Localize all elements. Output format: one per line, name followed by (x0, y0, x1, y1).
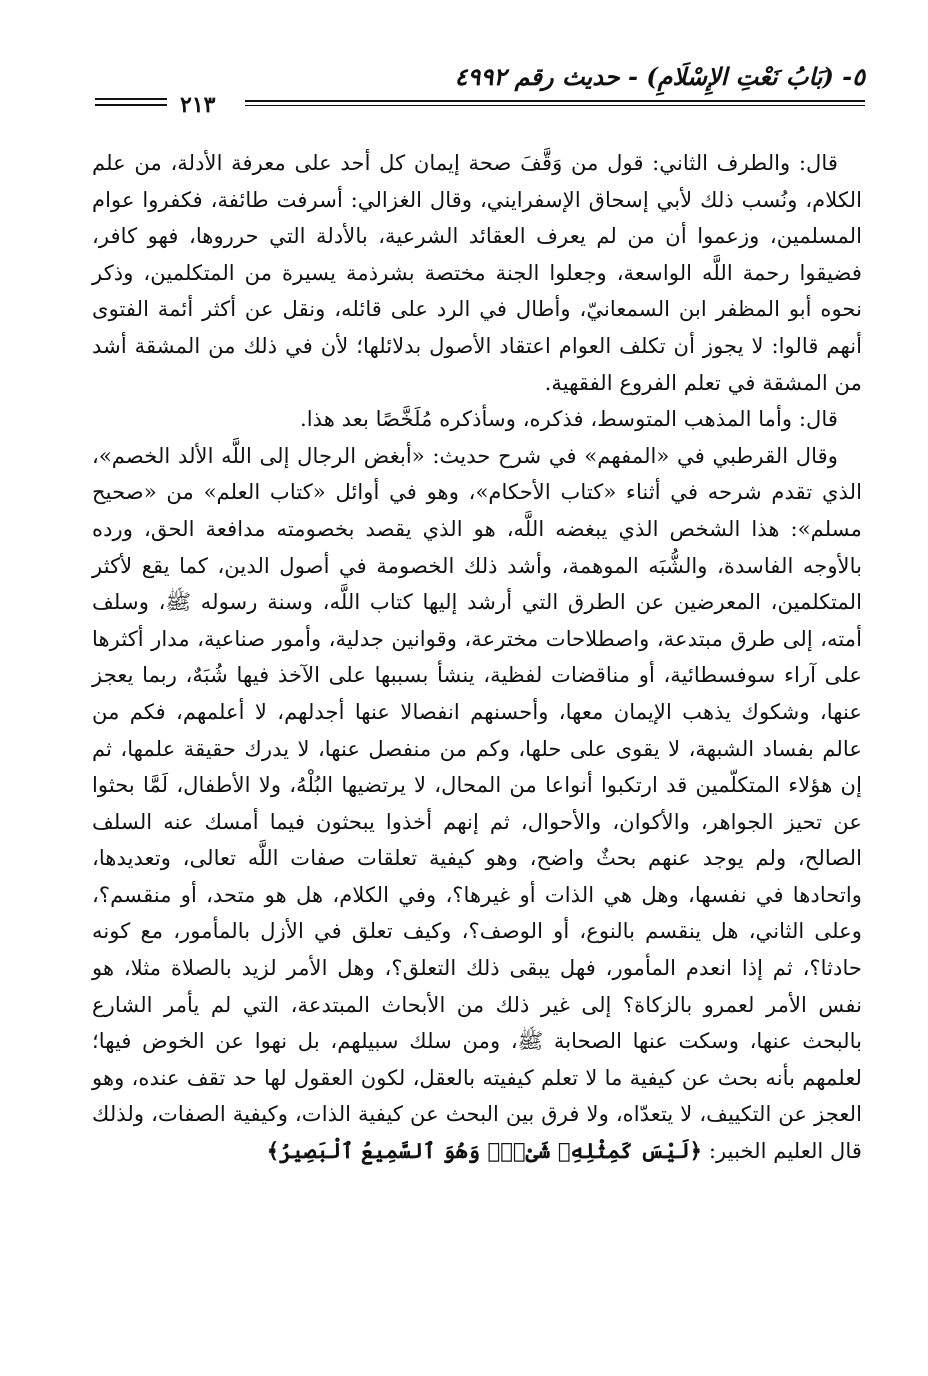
paragraph-2: قال: وأما المذهب المتوسط، فذكره، وسأذكره مُلَخَّصًا بعد هذا. (300, 406, 838, 432)
page-number: ٢١٣ (180, 92, 216, 118)
header-rule-thin (245, 105, 865, 106)
body-text (92, 145, 862, 1170)
header-rule (245, 100, 865, 102)
page-number-rule-bottom (95, 104, 167, 106)
paragraph-1: قال: والطرف الثاني: قول من وَقَّفَ صحة إيمان كل أحد على معرفة الأدلة، من علم الكلام، ونُسب ذلك لأبي إسحاق الإسفرايني، وقال الغزالي: أسرفت طائفة، فكفروا عوام المسلمين، وزعموا أن من لم يعرف العقائد الشرعية، بالأدلة التي حرروها، فهو كافر، فضيقوا رحمة اللَّه الواسعة، وجعلوا الجنة مختصة بشرذمة يسيرة من المتكلمين، وذكر نحوه أبو المظفر ابن السمعانيّ، وأطال في الرد على قائله، ونقل عن أكثر أئمة الفتوى أنهم قالوا: لا يجوز أن تكلف العوام اعتقاد الأصول بدلائلها؛ لأن في ذلك من المشقة أشد من المشقة في تعلم الفروع الفقهية. (92, 150, 862, 395)
page-number-rule-top (95, 98, 167, 100)
paragraph-3-text: وقال القرطبي في «المفهم» في شرح حديث: «أبغض الرجال إلى اللَّه الألد الخصم»، الذي تقدم شرحه في أثناء «كتاب الأحكام»، وهو في أوائل «كتاب العلم» من «صحيح مسلم»: هذا الشخص الذي يبغضه اللَّه، هو الذي يقصد بخصومته مدافعة الحق، ورده بالأوجه الفاسدة، والشُّبَه الموهمة، وأشد ذلك الخصومة في أصول الدين، كما يقع لأكثر المتكلمين، المعرضين عن الطرق التي أرشد إليها كتاب اللَّه، وسنة رسوله ﷺ، وسلف أمته، إلى طرق مبتدعة، واصطلاحات مخترعة، وقوانين جدلية، وأمور صناعية، مدار أكثرها على آراء سوفسطائية، أو مناقضات لفظية، ينشأ بسببها على الآخذ فيها شُبَهٌ، ربما يعجز عنها، وشكوك يذهب الإيمان معها، وأحسنهم انفصالا عنها أجدلهم، لا أعلمهم، فكم من عالم بفساد الشبهة، لا يقوى على حلها، وكم من منفصل عنها، لا يدرك حقيقة علمها، ثم إن هؤلاء المتكلّمين قد ارتكبوا أنواعا من المحال، لا يرتضيها البُلْهُ، ولا الأطفال، لَمَّا بحثوا عن تحيز الجواهر، والأكوان، والأحوال، ثم إنهم أخذوا يبحثون فيما أمسك عنه السلف الصالح، ولم يوجد عنهم بحثٌ واضح، وهو كيفية تعلقات صفات اللَّه تعالى، وتعديدها، واتحادها في نفسها، وهل هي الذات أو غيرها؟، وفي الكلام، هل هو متحد، أو منقسم؟، وعلى الثاني، هل ينقسم بالنوع، أو الوصف؟، وكيف تعلق في الأزل بالمأمور، مع كونه حادثا؟، ثم إذا انعدم المأمور، فهل يبقى ذلك التعلق؟، وهل الأمر لزيد بالصلاة مثلا، هو نفس الأمر لعمرو بالزكاة؟ إلى غير ذلك من الأبحاث المبتدعة، التي لم يأمر الشارع بالبحث عنها، وسكت عنها الصحابة ﷺ، ومن سلك سبيلهم، بل نهوا عن الخوض فيها؛ لعلمهم بأنه بحث عن كيفية ما لا تعلم كيفيته بالعقل، لكون العقول لها حد تقف عنده، وهو العجز عن التكييف، لا يتعدّاه، ولا فرق بين البحث عن كيفية الذات، وكيفية الصفات، ولذلك قال العليم الخبير: (92, 442, 863, 1164)
paragraph-3 (92, 438, 862, 1170)
quran-verse: ﴿لَيْسَ كَمِثْلِهِۦ شَىْءٌۖ وَهُوَ ٱلسَّمِيعُ ٱلْبَصِيرُ﴾ (266, 1138, 703, 1164)
header-title: ٥- (بَابُ نَعْتِ الإِسْلَامِ) - حديث رقم ٤٩٩٢ (454, 62, 865, 91)
